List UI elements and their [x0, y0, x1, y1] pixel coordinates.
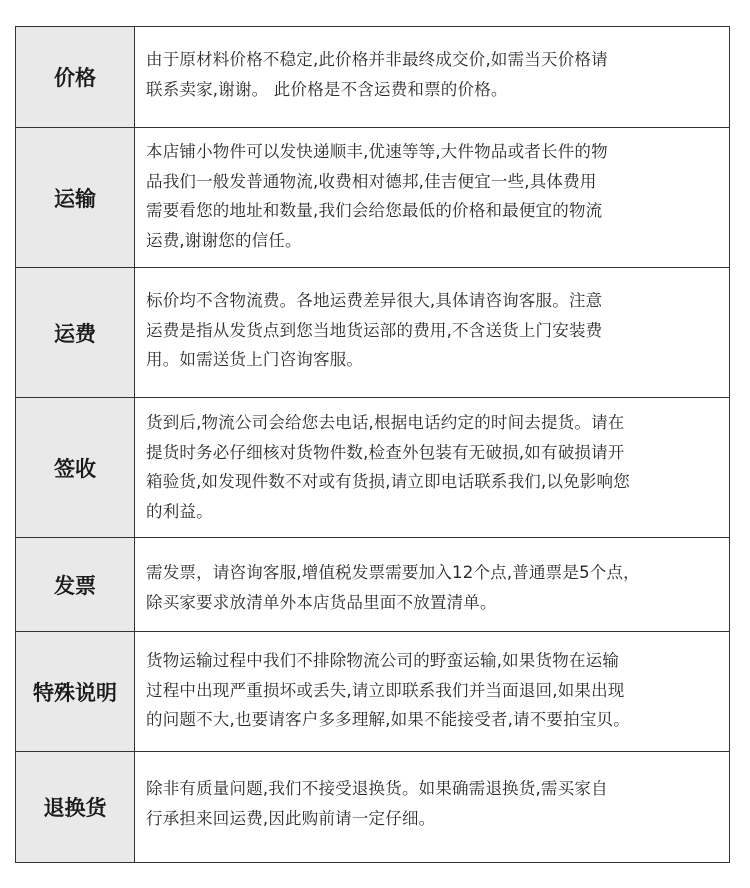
content-line: 的问题不大,也要请客户多多理解,如果不能接受者,请不要拍宝贝。 [146, 710, 630, 729]
row-label-shipping-fee: 运费 [16, 268, 135, 397]
row-content-invoice [135, 538, 729, 631]
content-line: 用。如需送货上门咨询客服。 [146, 350, 364, 369]
policy-row-returns [16, 752, 729, 863]
policy-row-price [16, 27, 729, 128]
content-line: 由于原材料价格不稳定,此价格并非最终成交价,如需当天价格请 [146, 50, 608, 69]
policy-row-shipping-fee [16, 268, 729, 398]
row-content-shipping-fee [135, 268, 729, 397]
row-label-price: 价格 [16, 27, 135, 127]
content-line: 货到后,物流公司会给您去电话,根据电话约定的时间去提货。请在 [146, 413, 625, 432]
content-line: 标价均不含物流费。各地运费差异很大,具体请咨询客服。注意 [146, 291, 603, 310]
content-line: 的利益。 [146, 501, 213, 521]
content-line: 箱验货,如发现件数不对或有货损,请立即电话联系我们,以免影响您 [146, 472, 630, 491]
policy-row-invoice [16, 538, 729, 632]
content-line: 除非有质量问题,我们不接受退换货。如果确需退换货,需买家自 [146, 779, 608, 798]
row-label-receipt: 签收 [16, 398, 135, 537]
policy-row-receipt [16, 398, 729, 538]
content-line: 过程中出现严重损坏或丢失,请立即联系我们并当面退回,如果出现 [146, 680, 625, 700]
content-line: 除买家要求放清单外本店货品里面不放置清单。 [146, 592, 497, 612]
content-line: 运费,谢谢您的信任。 [146, 230, 302, 250]
row-label-returns: 退换货 [16, 752, 135, 862]
row-content-receipt [135, 398, 729, 537]
content-line: 运费是指从发货点到您当地货运部的费用,不含送货上门安装费 [146, 320, 603, 340]
row-content-returns [135, 752, 729, 862]
row-content-special-notes [135, 632, 729, 751]
content-line: 提货时务必仔细核对货物件数,检查外包装有无破损,如有破损请开 [146, 442, 625, 462]
content-line: 需要看您的地址和数量,我们会给您最低的价格和最便宜的物流 [146, 201, 603, 220]
content-line: 联系卖家,谢谢。 此价格是不含运费和票的价格。 [146, 79, 508, 99]
content-line: 需发票，请咨询客服,增值税发票需要加入12个点,普通票是5个点， [146, 563, 640, 582]
row-content-shipping [135, 128, 729, 267]
policy-row-special-notes [16, 632, 729, 752]
content-line: 行承担来回运费,因此购前请一定仔细。 [146, 808, 436, 828]
policy-row-shipping [16, 128, 729, 268]
row-label-special-notes: 特殊说明 [16, 632, 135, 751]
content-line: 货物运输过程中我们不排除物流公司的野蛮运输,如果货物在运输 [146, 651, 620, 670]
content-line: 本店铺小物件可以发快递顺丰,优速等等,大件物品或者长件的物 [146, 142, 608, 161]
row-label-shipping: 运输 [16, 128, 135, 267]
row-content-price [135, 27, 729, 127]
row-label-invoice: 发票 [16, 538, 135, 631]
content-line: 品我们一般发普通物流,收费相对德邦,佳吉便宜一些,具体费用 [146, 171, 597, 191]
store-policy-table [15, 26, 730, 863]
